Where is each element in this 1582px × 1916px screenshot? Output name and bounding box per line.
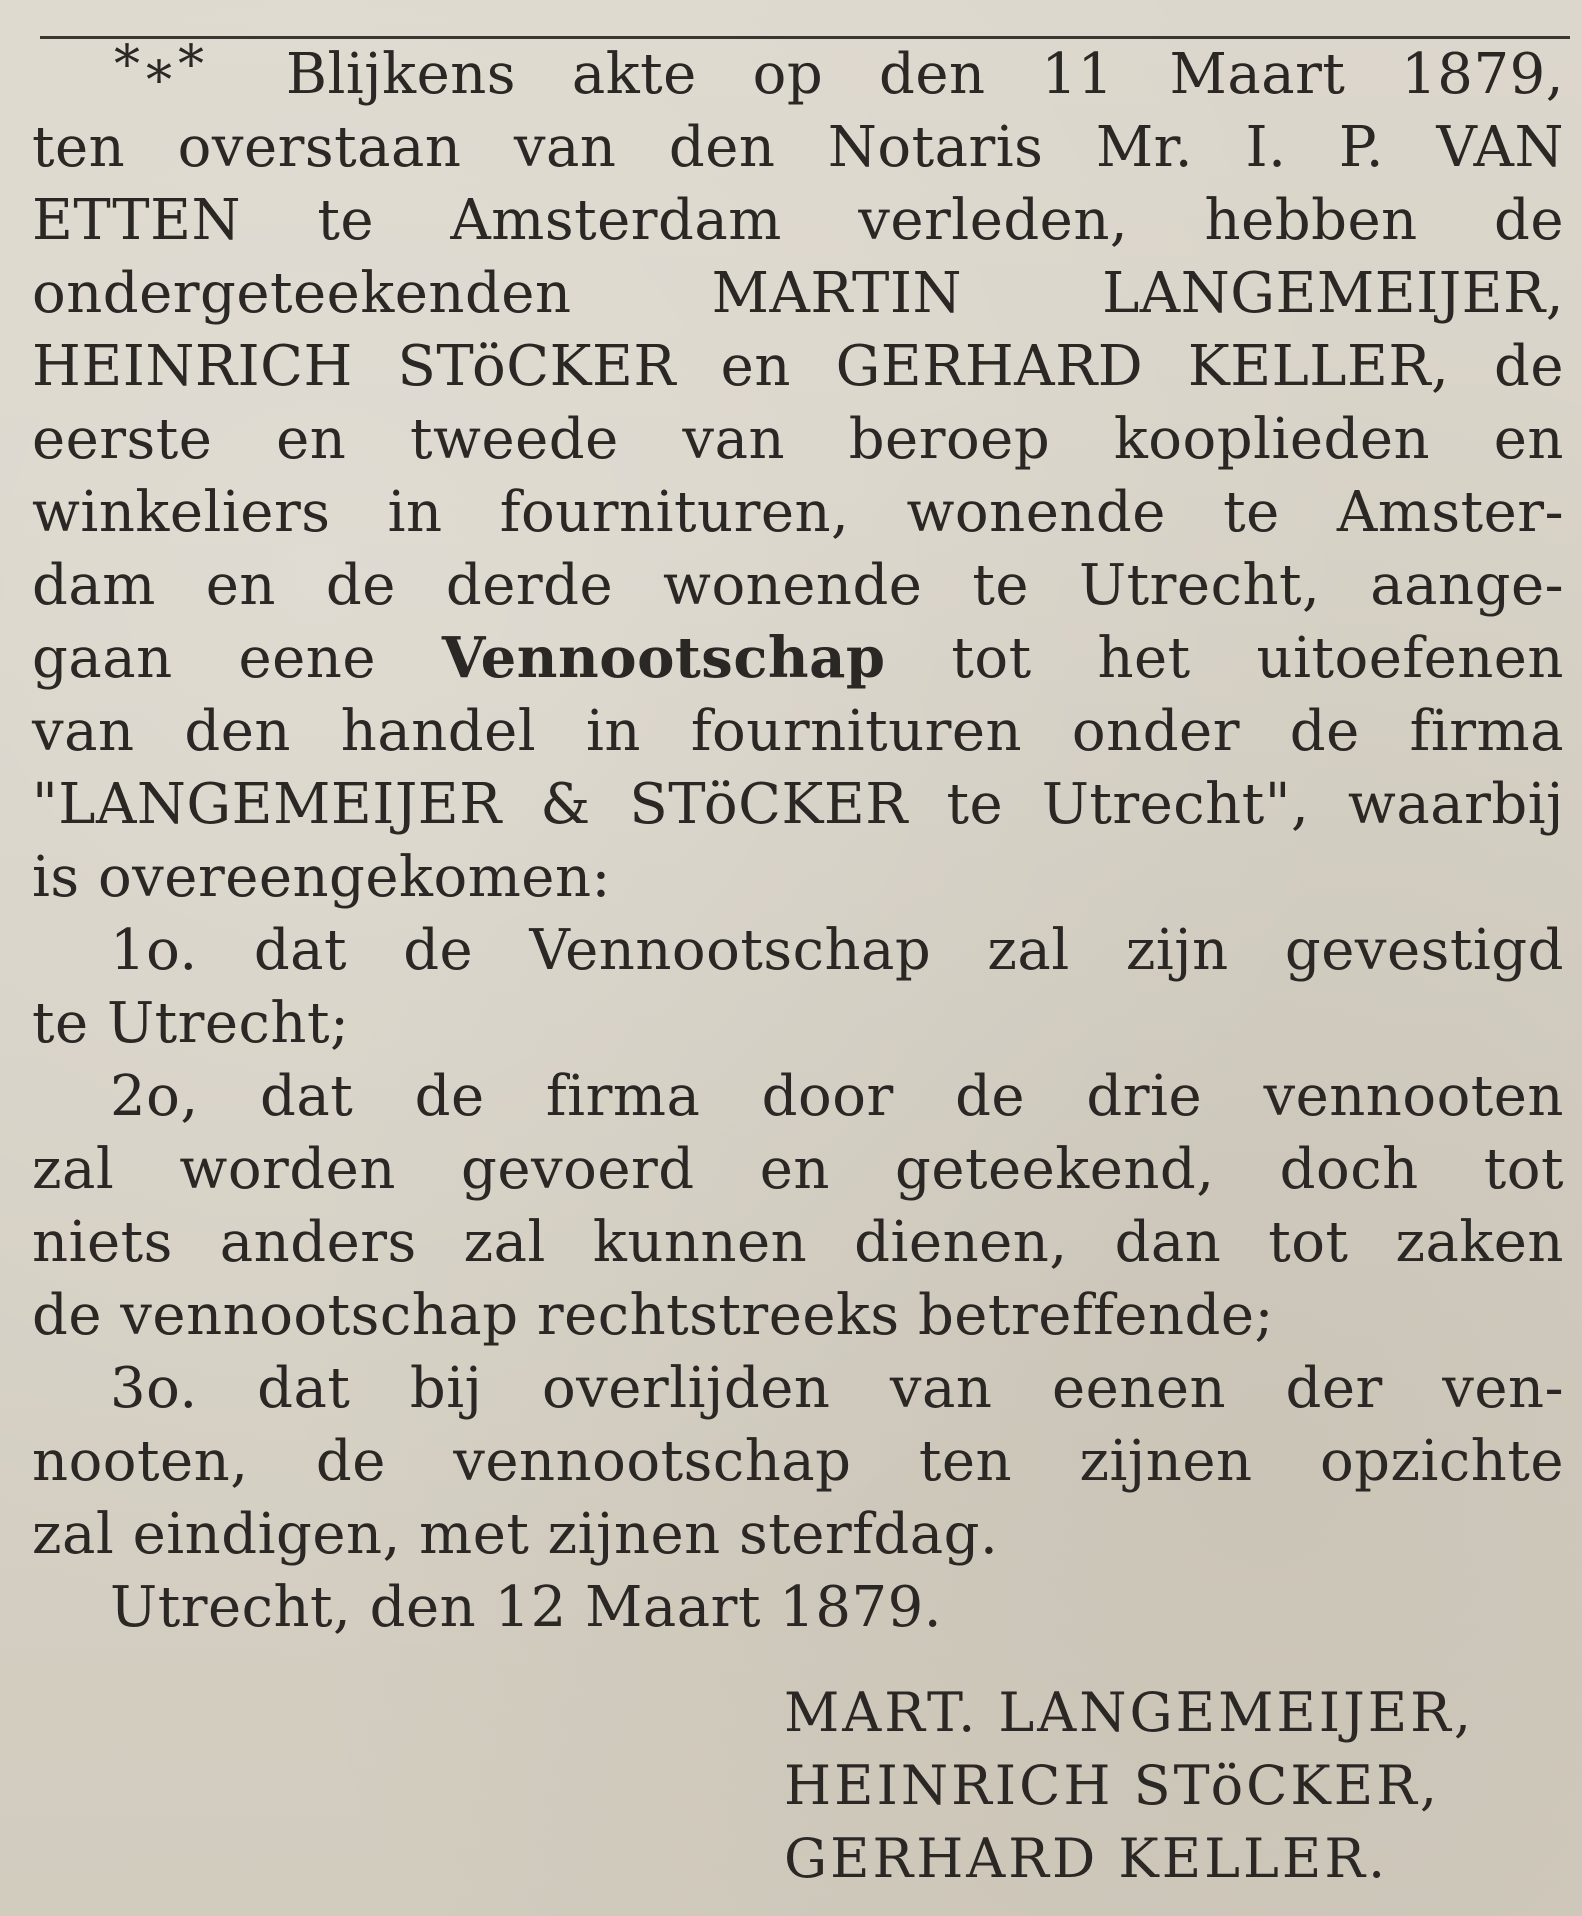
notice-text: HEINRICH STöCKER en GERHARD KELLER, de xyxy=(32,334,1564,399)
notice-text: Blijkens akte op den 11 Maart 1879, xyxy=(285,42,1564,107)
notice-text: ondergeteekenden MARTIN LANGEMEIJER, xyxy=(32,261,1564,326)
notice-text: de vennootschap rechtstreeks betreffende; xyxy=(32,1283,1274,1348)
signature-stocker: HEINRICH STöCKER, xyxy=(784,1754,1440,1817)
notice-text: "LANGEMEIJER & STöCKER te Utrecht", waarbij xyxy=(32,772,1564,837)
clause-3-line-3 xyxy=(32,1498,1564,1571)
notice-line-3 xyxy=(32,184,1564,257)
notice-text: 2o, dat de firma door de drie vennooten xyxy=(110,1064,1564,1129)
asterism-icon: * * * xyxy=(114,35,205,111)
clause-2-line-1 xyxy=(32,1060,1564,1133)
vennootschap-heading: Vennootschap xyxy=(441,625,886,691)
notice-text: winkeliers in fournituren, wonende te Amster- xyxy=(32,480,1564,545)
notice-line-5 xyxy=(32,330,1564,403)
notice-text: ETTEN te Amsterdam verleden, hebben de xyxy=(32,188,1564,253)
notice-text: 1o. dat de Vennootschap zal zijn gevestigd xyxy=(110,918,1564,983)
notice-text: zal worden gevoerd en geteekend, doch tot xyxy=(32,1137,1564,1202)
notice-line-12 xyxy=(32,841,1564,914)
clause-2-line-4 xyxy=(32,1279,1564,1352)
notice-line-4 xyxy=(32,257,1564,330)
notice-text: zal eindigen, met zijnen sterfdag. xyxy=(32,1502,999,1567)
notice-text: is overeengekomen: xyxy=(32,845,611,910)
notice-text: te Utrecht; xyxy=(32,991,350,1056)
notice-text: 3o. dat bij overlijden van eenen der ven- xyxy=(110,1356,1564,1421)
place-date-line xyxy=(32,1571,1564,1644)
signature-keller: GERHARD KELLER. xyxy=(784,1827,1389,1890)
notice-line-2 xyxy=(32,111,1564,184)
notice-text: dam en de derde wonende te Utrecht, aange- xyxy=(32,553,1564,618)
clause-3-line-1 xyxy=(32,1352,1564,1425)
notice-text: tot het uitoefenen xyxy=(885,626,1565,691)
notice-line-7 xyxy=(32,476,1564,549)
clause-1-line-1 xyxy=(32,914,1564,987)
clause-2-line-3 xyxy=(32,1206,1564,1279)
notice-text: van den handel in fournituren onder de firma xyxy=(32,699,1564,764)
clause-3-line-2 xyxy=(32,1425,1564,1498)
clause-1-line-2 xyxy=(32,987,1564,1060)
notice-line-6 xyxy=(32,403,1564,476)
notice-text: gaan eene xyxy=(32,626,442,691)
notice-line-10 xyxy=(32,695,1564,768)
notice-line-11 xyxy=(32,768,1564,841)
signatures xyxy=(784,1676,1544,1895)
notice-text: eerste en tweede van beroep kooplieden en xyxy=(32,407,1564,472)
notice-line-8 xyxy=(32,549,1564,622)
clause-2-line-2 xyxy=(32,1133,1564,1206)
place-date: Utrecht, den 12 Maart 1879. xyxy=(110,1575,943,1640)
notice-text: niets anders zal kunnen dienen, dan tot zaken xyxy=(32,1210,1564,1275)
notice-line-1 xyxy=(32,35,1564,111)
notice-line-9 xyxy=(32,622,1564,695)
notice-text: ten overstaan van den Notaris Mr. I. P. VAN xyxy=(32,115,1564,180)
notice-body xyxy=(32,35,1565,1644)
notice-text: nooten, de vennootschap ten zijnen opzichte xyxy=(32,1429,1564,1494)
signature-langemeijer: MART. LANGEMEIJER, xyxy=(784,1681,1475,1744)
